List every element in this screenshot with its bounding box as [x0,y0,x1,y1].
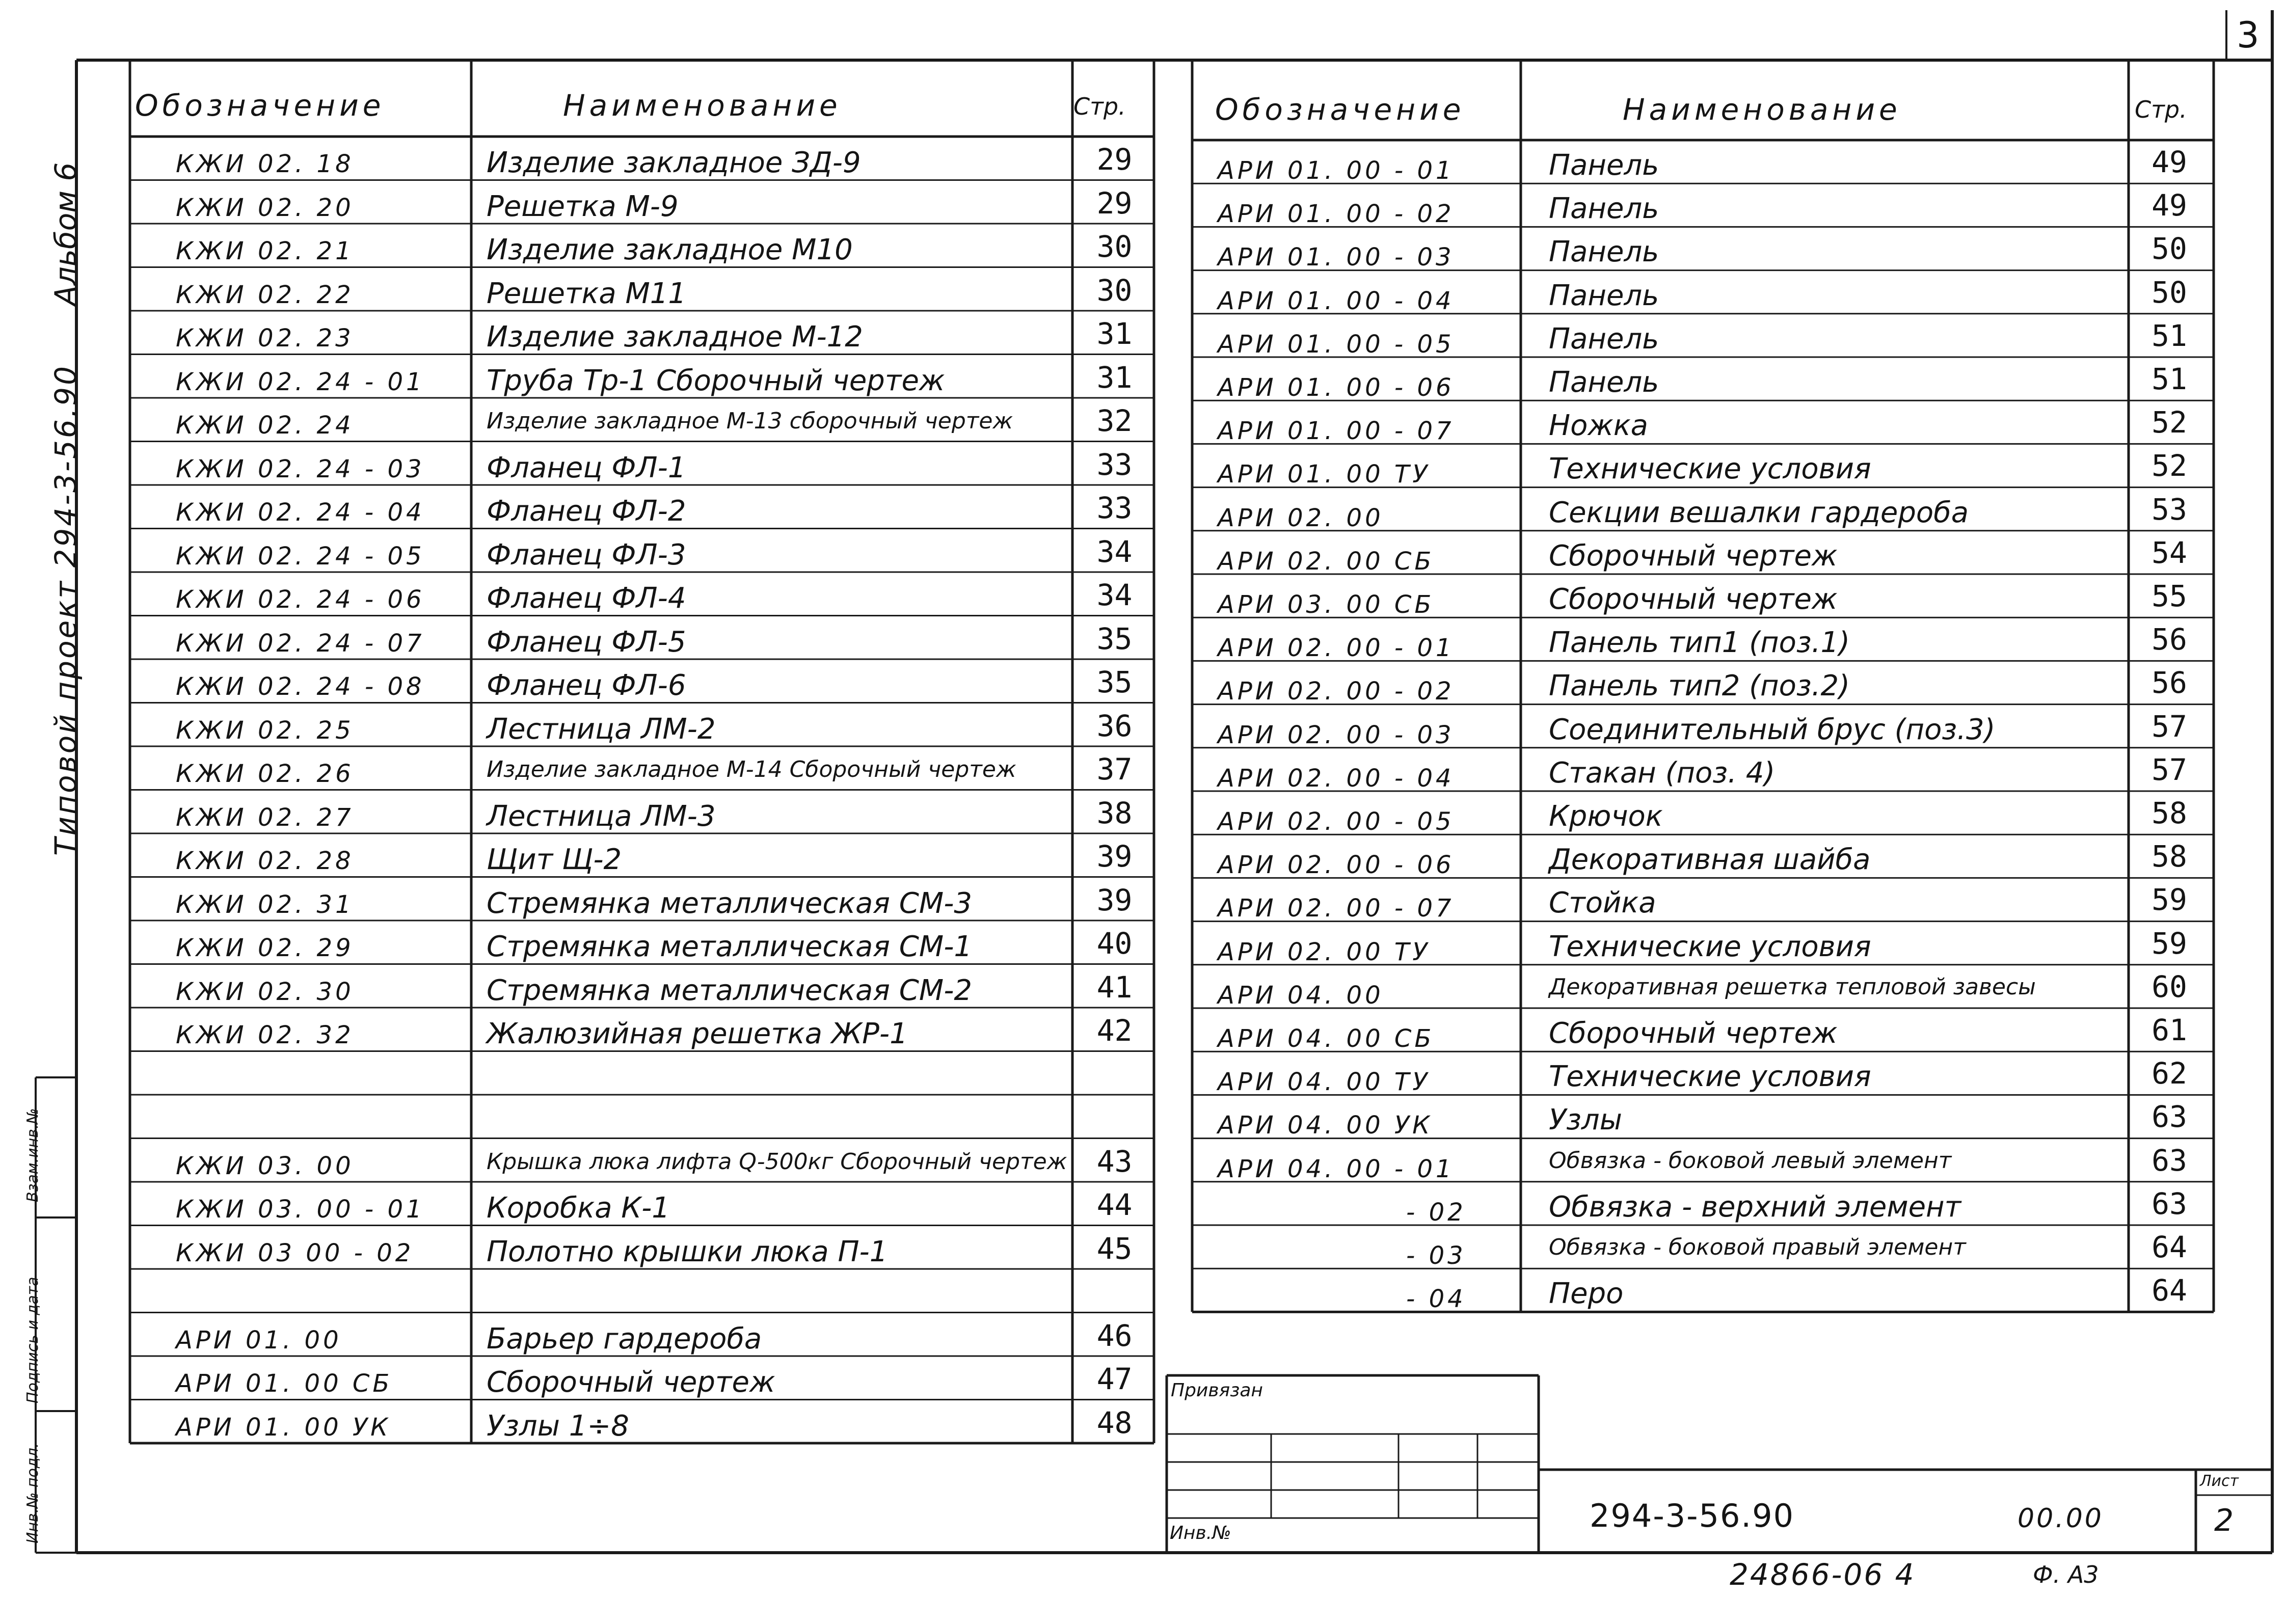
left-table-row-name: Щит Щ-2 [487,843,622,876]
right-table-row-page: 52 [2151,405,2187,440]
right-table-row-name: Обвязка - боковой правый элемент [1549,1234,1966,1260]
title-block-sheet-number: 2 [2214,1503,2234,1538]
right-table-row-name: Обвязка - верхний элемент [1549,1190,1961,1224]
left-table-row-name: Стремянка металлическая СМ-3 [487,886,973,920]
margin-album-title: Альбом 6 [48,162,83,306]
right-table-row-name: Крючок [1549,800,1663,833]
left-table-row-name: Решетка М11 [487,277,687,310]
left-table-row-name: Решетка М-9 [487,190,679,223]
left-table-row-page: 33 [1096,447,1133,482]
left-table-row-page: 30 [1096,229,1133,264]
left-table-row-code: КЖИ 02. 24 [176,411,354,440]
right-table-row-name: Технические условия [1549,1060,1871,1094]
left-table-row-name: Стремянка металлическая СМ-2 [487,973,973,1007]
left-table-row-page: 29 [1096,185,1133,221]
left-table-row-page: 42 [1096,1013,1133,1048]
right-table-row-name: Стойка [1549,886,1656,920]
right-table-row-page: 61 [2151,1013,2187,1047]
right-table-row-code: АРИ 04. 00 ТУ [1218,1068,1431,1097]
left-table-row-name: Полотно крышки люка П-1 [487,1235,888,1268]
right-table-row-code: АРИ 02. 00 - 03 [1218,720,1455,749]
right-table-row-page: 51 [2151,362,2187,396]
right-header-code: Обозначение [1215,92,1465,127]
right-table-row-page: 52 [2151,448,2187,483]
left-table-row-page: 34 [1096,534,1133,569]
right-header-page: Стр. [2135,96,2187,123]
left-table-row-code: КЖИ 02. 24 - 03 [176,454,425,483]
left-table-row-name: Стремянка металлическая СМ-1 [487,930,973,963]
right-table-row-name: Технические условия [1549,452,1871,486]
left-table-row-name: Изделие закладное М-14 Сборочный чертеж [487,756,1016,782]
left-table-row-page: 31 [1096,316,1133,351]
right-table-row-name: Сборочный чертеж [1549,539,1838,573]
right-table-row-code: АРИ 01. 00 - 06 [1218,373,1455,402]
right-header-name: Наименование [1623,92,1901,127]
right-table-row-name: Панель тип2 (поз.2) [1549,669,1850,703]
left-table-row-page: 35 [1096,621,1133,656]
title-block-privyazan: Привязан [1171,1380,1263,1401]
right-table-row-page: 54 [2151,535,2187,570]
left-table-row-code: КЖИ 02. 21 [176,237,354,265]
right-table-row-name: Соединительный брус (поз.3) [1549,713,1996,746]
right-table-row-page: 64 [2151,1230,2187,1264]
left-table-row-code: АРИ 01. 00 СБ [176,1369,393,1398]
right-table-row-name: Панель [1549,279,1659,312]
left-table-row-page: 33 [1096,491,1133,525]
left-table-row-page: 43 [1096,1144,1133,1179]
right-table-row-name: Обвязка - боковой левый элемент [1549,1147,1952,1174]
left-table-row-page: 36 [1096,708,1133,743]
right-table-row-code: АРИ 01. 00 - 01 [1218,156,1455,185]
left-table-row-name: Жалюзийная решетка ЖР-1 [487,1017,908,1050]
right-table-row-code: - 04 [1406,1285,1466,1314]
left-table-row-code: КЖИ 02. 24 - 08 [176,672,425,701]
left-table-row-page: 44 [1096,1187,1133,1222]
left-table-row-name: Фланец ФЛ-2 [487,495,686,528]
left-table-row-code: КЖИ 02. 30 [176,977,354,1006]
left-table-row-page: 39 [1096,882,1133,917]
right-table-row-code: АРИ 01. 00 - 03 [1218,243,1455,272]
left-table-row-name: Лестница ЛМ-2 [487,712,716,746]
stamp-label-signature-date: Подпись и дата [24,1277,42,1403]
left-table-row-name: Крышка люка лифта Q-500кг Сборочный чертеж [487,1148,1067,1175]
left-table-row-code: КЖИ 03. 00 [176,1151,354,1180]
left-table-row-code: КЖИ 02. 31 [176,890,354,919]
right-table-row-page: 64 [2151,1273,2187,1308]
left-table-row-page: 37 [1096,752,1133,787]
left-table-row-code: КЖИ 02. 28 [176,847,354,875]
left-table-row-code: КЖИ 02. 20 [176,193,354,222]
right-table-row-name: Панель тип1 (поз.1) [1549,626,1850,660]
right-table-row-code: АРИ 02. 00 - 07 [1218,894,1455,923]
sheet-corner-number: 3 [2237,14,2260,56]
right-table-row-code: АРИ 01. 00 - 04 [1218,286,1455,315]
right-table-row-page: 63 [2151,1099,2187,1134]
left-table-row-page: 41 [1096,969,1133,1005]
right-table-row-code: АРИ 04. 00 СБ [1218,1024,1435,1053]
right-table-row-name: Секции вешалки гардероба [1549,496,1969,529]
left-table-row-page: 39 [1096,839,1133,874]
right-table-row-name: Узлы [1549,1103,1622,1137]
left-table-row-code: КЖИ 02. 23 [176,324,354,353]
right-table-row-page: 56 [2151,622,2187,657]
left-table-row-code: КЖИ 02. 22 [176,280,354,309]
left-table-row-code: АРИ 01. 00 [176,1325,342,1355]
stamp-label-inv-podl: Инв.№ подл. [24,1443,42,1544]
right-table-row-code: АРИ 02. 00 - 06 [1218,851,1455,880]
right-table-row-code: АРИ 02. 00 [1218,503,1384,532]
right-table-row-code: АРИ 02. 00 СБ [1218,547,1435,576]
right-table-row-code: АРИ 02. 00 - 01 [1218,634,1455,663]
stamp-label-vzam-inv: Взам.инв.№ [24,1108,42,1202]
right-table-row-code: АРИ 01. 00 - 02 [1218,200,1455,229]
left-table-row-page: 29 [1096,142,1133,177]
left-table-row-code: КЖИ 02. 27 [176,803,354,832]
right-table-row-name: Сборочный чертеж [1549,1017,1838,1050]
right-table-row-name: Перо [1549,1277,1624,1311]
title-block-inv-no: Инв.№ [1170,1523,1231,1544]
left-table-row-name: Барьер гардероба [487,1322,762,1356]
left-table-row-page: 30 [1096,273,1133,308]
left-table-row-page: 38 [1096,795,1133,830]
right-table-row-page: 49 [2151,188,2187,223]
left-table-row-code: КЖИ 02. 26 [176,760,354,788]
left-table-row-name: Фланец ФЛ-4 [487,582,686,615]
right-table-row-page: 58 [2151,839,2187,874]
left-table-row-code: КЖИ 02. 18 [176,150,354,178]
left-table-row-code: КЖИ 02. 24 - 05 [176,542,425,571]
right-table-row-name: Панель [1549,366,1659,399]
left-header-page: Стр. [1073,93,1126,120]
left-table-row-name: Изделие закладное М-13 сборочный чертеж [487,408,1013,434]
left-table-row-code: КЖИ 02. 24 - 01 [176,367,425,396]
left-header-code: Обозначение [135,88,385,123]
right-table-row-code: АРИ 04. 00 [1218,981,1384,1010]
left-table-row-page: 48 [1096,1405,1133,1440]
right-table-row-page: 51 [2151,318,2187,353]
left-table-row-code: КЖИ 02. 32 [176,1021,354,1049]
left-table-row-page: 34 [1096,578,1133,612]
left-table-row-name: Лестница ЛМ-3 [487,799,716,833]
title-block-sheet-label: Лист [2200,1472,2239,1490]
right-table-row-page: 50 [2151,275,2187,310]
left-table-row-name: Изделие закладное ЗД-9 [487,146,861,179]
left-table-row-name: Изделие закладное М-12 [487,320,863,354]
left-table-row-name: Фланец ФЛ-1 [487,451,686,484]
right-table-row-code: - 02 [1406,1198,1466,1227]
right-table-row-name: Панель [1549,322,1659,356]
left-table-row-page: 45 [1096,1231,1133,1266]
right-table-row-code: АРИ 02. 00 - 02 [1218,677,1455,706]
right-table-row-code: АРИ 01. 00 - 07 [1218,417,1455,446]
left-table-row-name: Сборочный чертеж [487,1366,775,1399]
right-table-row-name: Ножка [1549,409,1648,443]
left-table-row-page: 35 [1096,665,1133,699]
right-table-row-page: 59 [2151,882,2187,917]
right-table-row-name: Панель [1549,149,1659,182]
left-table-row-code: АРИ 01. 00 УК [176,1413,391,1442]
left-table-row-page: 32 [1096,403,1133,438]
right-table-row-code: АРИ 04. 00 УК [1218,1111,1433,1140]
title-block-doc-number: 294-3-56.90 [1590,1497,1795,1534]
right-table-row-name: Декоративная решетка тепловой завесы [1549,973,2036,1000]
right-table-row-code: АРИ 04. 00 - 01 [1218,1154,1455,1183]
right-table-row-page: 63 [2151,1186,2187,1221]
right-table-row-page: 57 [2151,752,2187,787]
right-table-row-page: 60 [2151,969,2187,1004]
left-table-row-code: КЖИ 02. 24 - 07 [176,629,425,658]
left-table-row-name: Узлы 1÷8 [487,1409,629,1443]
left-table-row-code: КЖИ 03 00 - 02 [176,1238,414,1267]
right-table-row-code: АРИ 02. 00 ТУ [1218,937,1431,966]
left-table-row-name: Труба Тр-1 Сборочный чертеж [487,364,945,397]
title-block-doc-code: 00.00 [2018,1503,2104,1534]
left-table-row-code: КЖИ 02. 24 - 04 [176,498,425,527]
right-table-row-code: АРИ 02. 00 - 04 [1218,764,1455,793]
right-table-row-page: 55 [2151,579,2187,613]
left-table-row-code: КЖИ 02. 24 - 06 [176,585,425,614]
left-header-name: Наименование [563,88,842,123]
right-table-row-page: 63 [2151,1143,2187,1178]
left-table-row-name: Коробка К-1 [487,1192,670,1225]
right-table-row-code: АРИ 03. 00 СБ [1218,590,1435,619]
left-table-row-page: 31 [1096,360,1133,395]
left-table-row-name: Фланец ФЛ-6 [487,669,686,702]
left-table-row-code: КЖИ 03. 00 - 01 [176,1195,425,1224]
left-table-row-page: 47 [1096,1362,1133,1396]
right-table-row-name: Панель [1549,235,1659,269]
left-table-row-name: Изделие закладное М10 [487,233,853,266]
right-table-row-code: - 03 [1406,1241,1466,1270]
right-table-row-page: 56 [2151,665,2187,700]
right-table-row-page: 58 [2151,796,2187,830]
left-table-row-code: КЖИ 02. 25 [176,716,354,745]
left-table-row-name: Фланец ФЛ-5 [487,625,686,659]
right-table-row-name: Декоративная шайба [1549,843,1871,877]
footer-order-number: 24866-06 4 [1730,1557,1916,1592]
right-table-row-page: 59 [2151,926,2187,961]
right-table-row-code: АРИ 02. 00 - 05 [1218,807,1455,836]
right-table-row-page: 50 [2151,231,2187,266]
left-table-row-code: КЖИ 02. 29 [176,934,354,962]
right-table-row-name: Стакан (поз. 4) [1549,756,1776,790]
right-table-row-name: Сборочный чертеж [1549,583,1838,616]
margin-project-text: Типовой проект 294-3-56.90 [48,364,83,856]
left-table-row-page: 46 [1096,1318,1133,1353]
left-table-row-name: Фланец ФЛ-3 [487,538,686,572]
right-table-row-page: 49 [2151,145,2187,179]
right-table-row-page: 57 [2151,709,2187,744]
footer-format: Ф. А3 [2033,1561,2099,1588]
right-table-row-page: 53 [2151,492,2187,527]
right-table-row-name: Панель [1549,192,1659,226]
right-table-row-page: 62 [2151,1056,2187,1091]
right-table-row-code: АРИ 01. 00 ТУ [1218,460,1431,489]
right-table-row-code: АРИ 01. 00 - 05 [1218,330,1455,359]
right-table-row-name: Технические условия [1549,930,1871,963]
left-table-row-page: 40 [1096,926,1133,961]
